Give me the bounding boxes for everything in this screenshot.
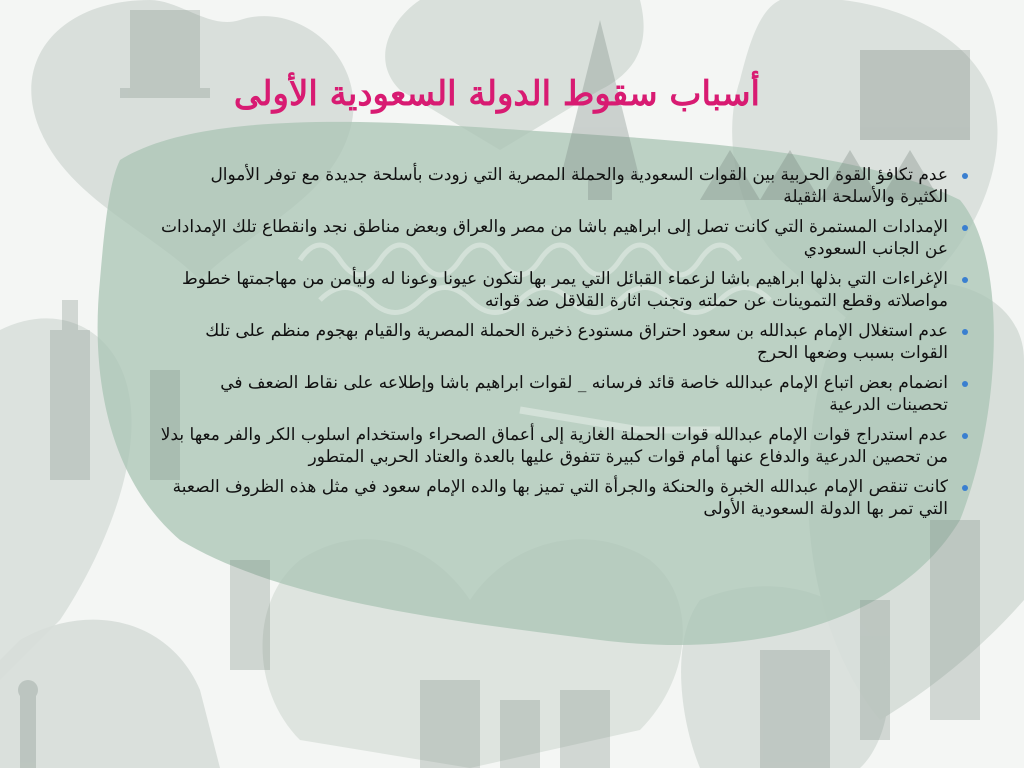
bullet-text: عدم استدراج قوات الإمام عبدالله قوات الحملة الغازية إلى أعماق الصحراء واستخدام اسلوب الكر والفر معها بدلا من تحصين الدرعية والدفاع عنها أمام قوات كبيرة تتفوق عليها بالعدة والعتاد الحربي المتطور bbox=[160, 425, 948, 467]
bullet-text: عدم تكافؤ القوة الحربية بين القوات السعودية والحملة المصرية التي زودت بأسلحة جديدة مع توفر الأموال الكثيرة والأسلحة الثقيلة bbox=[210, 165, 948, 207]
bullet-icon bbox=[962, 329, 968, 335]
bullet-list bbox=[160, 164, 970, 528]
list-item bbox=[160, 372, 970, 416]
bullet-icon bbox=[962, 485, 968, 491]
bullet-icon bbox=[962, 277, 968, 283]
bullet-icon bbox=[962, 381, 968, 387]
bullet-icon bbox=[962, 433, 968, 439]
list-item bbox=[160, 216, 970, 260]
bullet-text: الإغراءات التي بذلها ابراهيم باشا لزعماء القبائل التي يمر بها لتكون عيونا وعونا له وليأمن من مهاجمتها خطوط مواصلاته وقطع التموينات عن حملته وتجنب اثارة القلاقل ضد قواته bbox=[182, 269, 948, 311]
bullet-text: الإمدادات المستمرة التي كانت تصل إلى ابراهيم باشا من مصر والعراق وبعض مناطق نجد وانقطاع تلك الإمدادات عن الجانب السعودي bbox=[161, 217, 948, 259]
list-item bbox=[160, 424, 970, 468]
list-item bbox=[160, 268, 970, 312]
bullet-icon bbox=[962, 173, 968, 179]
list-item bbox=[160, 476, 970, 520]
list-item bbox=[160, 320, 970, 364]
slide-title: أسباب سقوط الدولة السعودية الأولى bbox=[233, 74, 760, 114]
bullet-icon bbox=[962, 225, 968, 231]
bullet-text: كانت تنقص الإمام عبدالله الخبرة والحنكة والجرأة التي تميز بها والده الإمام سعود في مثل هذه الظروف الصعبة التي تمر بها الدولة السعودية الأولى bbox=[172, 477, 948, 519]
bullet-text: انضمام بعض اتباع الإمام عبدالله خاصة قائد فرسانه _ لقوات ابراهيم باشا وإطلاعه على نقاط الضعف في تحصينات الدرعية bbox=[220, 373, 948, 415]
bullet-text: عدم استغلال الإمام عبدالله بن سعود احتراق مستودع ذخيرة الحملة المصرية والقيام بهجوم منظم على تلك القوات بسبب وضعها الحرج bbox=[205, 321, 948, 363]
list-item bbox=[160, 164, 970, 208]
